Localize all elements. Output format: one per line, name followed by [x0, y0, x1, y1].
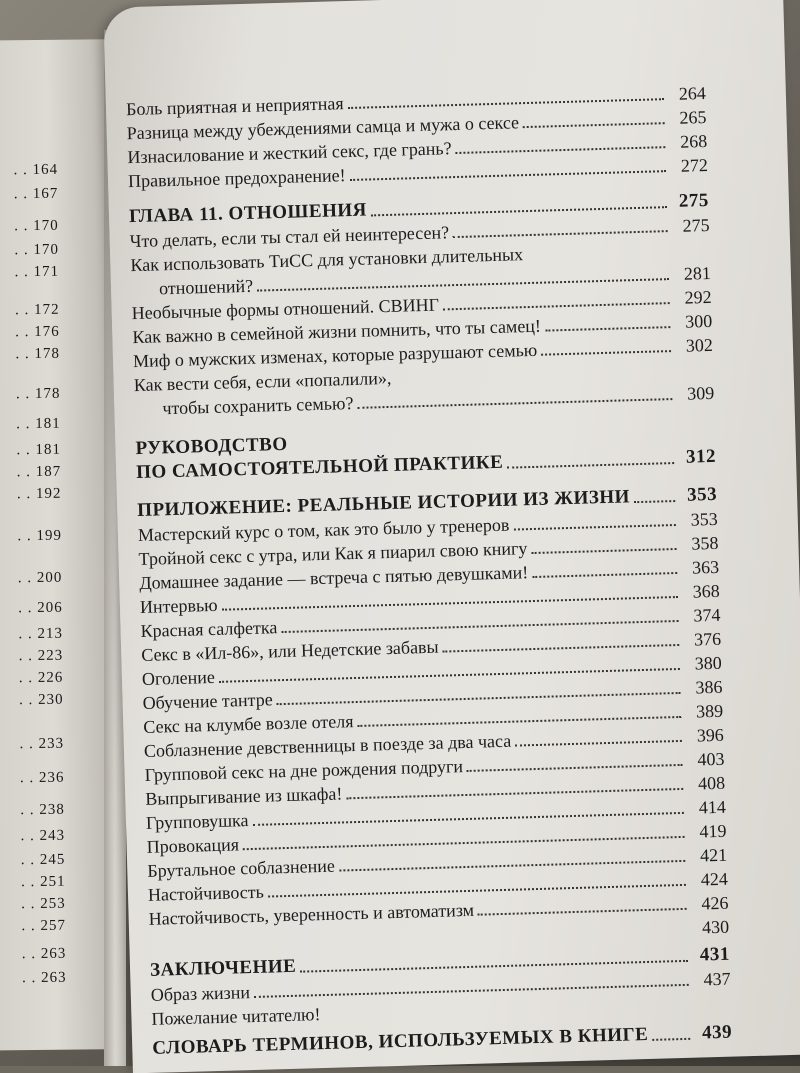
left-page-number: . . 171 — [14, 263, 60, 281]
toc-entry: Миф о мужских изменах, которые разрушают семью 302 — [132, 334, 714, 372]
toc-entry: чтобы сохранить семью? 309 — [162, 382, 715, 419]
toc-section-heading: СЛОВАРЬ ТЕРМИНОВ, ИСПОЛЬЗУЕМЫХ В КНИГЕ 439 — [152, 1021, 733, 1059]
toc-entry: Оголение 380 — [141, 652, 723, 689]
toc-section-heading: ПРИЛОЖЕНИЕ: РЕАЛЬНЫЕ ИСТОРИИ ИЗ ЖИЗНИ 353 — [136, 483, 718, 522]
left-page-number: . . 223 — [18, 647, 64, 665]
toc-entry: Правильное предохранение! 272 — [127, 154, 709, 192]
left-page — [0, 39, 117, 1051]
toc-entry: Выпрыгивание из шкафа! 408 — [145, 772, 726, 809]
toc-entry: Тройной секс с утра, или Как я пиарил свою книгу 358 — [138, 532, 719, 570]
toc-entry: 430 — [701, 916, 730, 938]
left-page-number: . . 233 — [19, 735, 65, 753]
toc-entry: Необычные формы отношений. СВИНГ 292 — [131, 286, 712, 324]
toc-section-heading-line: РУКОВОДСТВО — [135, 433, 288, 460]
toc-entry: Провокация 419 — [146, 820, 727, 857]
left-page-number: . . 181 — [16, 415, 61, 433]
toc-entry: Разница между убеждениями самца и мужа о сексе 265 — [126, 107, 707, 144]
right-page — [103, 0, 800, 1073]
left-page-number: . . 238 — [20, 801, 65, 819]
toc-entry: Интервью 368 — [139, 580, 721, 618]
left-page-number: . . 172 — [14, 301, 60, 319]
left-page-number: . . 245 — [20, 851, 66, 869]
left-page-number: . . 170 — [14, 241, 59, 259]
left-page-number: . . 243 — [20, 827, 66, 845]
toc-entry: Пожелание читателю! — [151, 1004, 321, 1029]
toc-entry: Как важно в семейной жизни помнить, что ты самец! 300 — [132, 310, 713, 348]
left-page-number: . . 251 — [20, 873, 66, 891]
toc-entry: Групповушка 414 — [145, 796, 727, 833]
table-of-contents — [126, 81, 733, 1061]
toc-entry-line: Как использовать ТиСС для установки длительных — [130, 244, 524, 276]
left-page-number: . . 164 — [13, 161, 59, 179]
toc-entry: Соблазнение девственницы в поезде за два часа 396 — [143, 724, 725, 761]
toc-entry: Обучение тантре 386 — [142, 676, 723, 713]
toc-entry: отношений? 281 — [158, 262, 712, 299]
toc-section-heading: ПО САМОСТОЯТЕЛЬНОЙ ПРАКТИКЕ 312 — [135, 445, 717, 484]
toc-chapter-heading: ГЛАВА 11. ОТНОШЕНИЯ 275 — [128, 189, 710, 228]
left-page-number: . . 181 — [16, 441, 62, 459]
left-page-number: . . 200 — [17, 569, 63, 587]
left-page-number: . . 230 — [19, 691, 64, 709]
toc-entry: Групповой секс на дне рождения подруги 403 — [144, 748, 725, 785]
left-page-number: . . 187 — [16, 463, 62, 481]
left-page-number: . . 176 — [15, 323, 60, 341]
toc-entry: Что делать, если ты стал ей неинтересен? 275 — [129, 214, 710, 252]
toc-entry: Секс в «Ил-86», или Недетские забавы 376 — [141, 628, 722, 665]
toc-entry: Домашнее задание — встреча с пятью девушками! 363 — [139, 556, 720, 594]
left-page-number: . . 170 — [14, 217, 59, 235]
toc-entry: Настойчивость 424 — [147, 868, 729, 905]
toc-entry: Изнасилование и жесткий секс, где грань? 268 — [127, 130, 708, 168]
toc-entry-line: Как вести себя, если «попалили», — [133, 367, 392, 396]
toc-entry: Мастерский курс о том, как это было у тренеров 353 — [137, 508, 719, 546]
left-page-number: . . 167 — [13, 185, 59, 203]
toc-entry: Брутальное соблазнение 421 — [147, 844, 728, 881]
left-page-number: . . 178 — [15, 345, 61, 363]
toc-entry: Настойчивость, уверенность и автоматизм 426 — [148, 892, 729, 929]
left-page-number: . . 236 — [19, 769, 65, 787]
toc-entry: Красная салфетка 374 — [140, 604, 721, 641]
toc-entry: Секс на клумбе возле отеля 389 — [143, 700, 724, 737]
left-page-number: . . 226 — [18, 669, 64, 687]
left-page-number: . . 206 — [18, 599, 63, 617]
left-page-number: . . 257 — [21, 917, 67, 935]
left-page-number: . . 178 — [15, 385, 61, 403]
left-page-number: . . 213 — [18, 625, 64, 643]
left-page-number: . . 263 — [21, 969, 67, 987]
toc-entry: Боль приятная и неприятная 264 — [125, 83, 707, 120]
left-page-number: . . 253 — [21, 895, 66, 913]
toc-section-heading: ЗАКЛЮЧЕНИЕ 431 — [149, 943, 731, 981]
left-page-number: . . 263 — [21, 945, 67, 963]
toc-entry: Образ жизни 437 — [150, 968, 731, 1005]
left-page-number: . . 192 — [16, 485, 62, 503]
left-page-number: . . 199 — [17, 527, 62, 545]
